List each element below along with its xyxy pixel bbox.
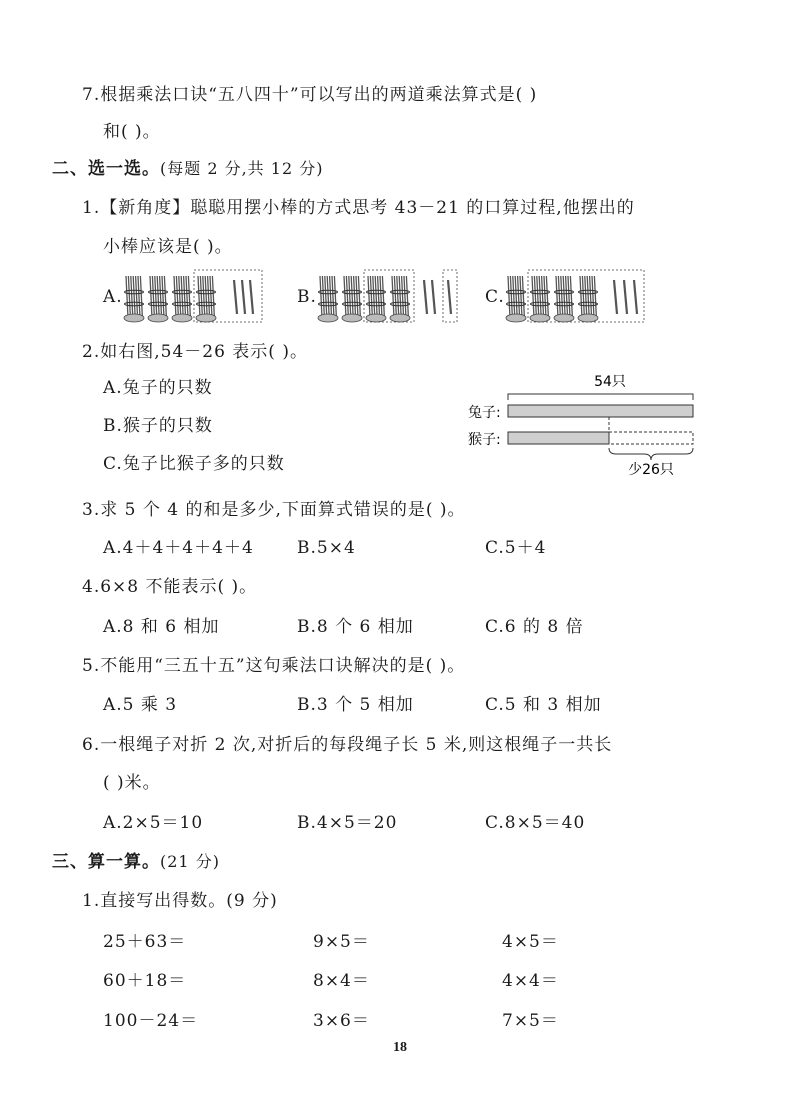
section2-heading — [52, 158, 323, 180]
q2-bar-diagram — [460, 368, 710, 480]
q2-stem: 2.如右图,54－26 表示( )。 — [82, 342, 308, 362]
section3-heading — [52, 851, 220, 873]
q4-option-a: A.8 和 6 相加 — [103, 617, 220, 637]
single-stick — [634, 280, 637, 314]
q4-stem: 4.6×8 不能表示( )。 — [82, 577, 258, 597]
q7-line2: 和( )。 — [103, 122, 161, 142]
stick-bundle — [366, 276, 386, 322]
q6-option-b: B.4×5＝20 — [297, 813, 398, 833]
calc-item: 4×4＝ — [502, 971, 559, 991]
q2-option-b: B.猴子的只数 — [103, 416, 213, 436]
q5-option-c: C.5 和 3 相加 — [485, 695, 602, 715]
q7-line1: 7.根据乘法口诀“五八四十”可以写出的两道乘法算式是( ) — [82, 85, 538, 105]
q1-option-b-sticks-illustration — [318, 270, 468, 326]
calc-item: 4×5＝ — [502, 932, 559, 952]
q1-option-c-sticks-illustration — [506, 270, 656, 326]
single-stick — [624, 280, 627, 314]
section2-title: 二、选一选。 — [52, 159, 160, 179]
q6-option-c: C.8×5＝40 — [485, 813, 586, 833]
single-stick — [242, 280, 245, 314]
stick-bundle — [578, 276, 598, 322]
q3-option-a: A.4＋4＋4＋4＋4 — [103, 538, 254, 558]
q4-option-b: B.8 个 6 相加 — [297, 617, 414, 637]
q3-option-b: B.5×4 — [297, 538, 356, 558]
stick-bundle — [148, 276, 168, 322]
calc-item: 100－24＝ — [103, 1011, 199, 1031]
single-stick — [432, 280, 435, 314]
q6-line2: ( )米。 — [103, 773, 161, 793]
q1-line1: 1.【新角度】聪聪用摆小棒的方式思考 43－21 的口算过程,他摆出的 — [82, 198, 635, 218]
diagram-top-brace — [508, 394, 693, 400]
stick-bundle — [124, 276, 144, 322]
single-stick — [424, 280, 427, 314]
page-number: 18 — [393, 1040, 407, 1055]
q5-option-a: A.5 乘 3 — [103, 695, 178, 715]
stick-bundle — [530, 276, 550, 322]
q3-option-c: C.5＋4 — [485, 538, 547, 558]
stick-bundle — [506, 276, 526, 322]
section3-note: (21 分) — [160, 852, 220, 871]
q6-line1: 6.一根绳子对折 2 次,对折后的每段绳子长 5 米,则这根绳子一共长 — [82, 735, 613, 755]
q1-option-b-label: B. — [297, 287, 317, 307]
single-stick — [448, 280, 451, 314]
single-stick — [250, 280, 253, 314]
q1-option-a-label: A. — [103, 287, 123, 307]
q1-line2: 小棒应该是( )。 — [103, 237, 233, 257]
q6-option-a: A.2×5＝10 — [103, 813, 204, 833]
diagram-monkey-bar — [508, 432, 609, 444]
section3-title: 三、算一算。 — [52, 852, 160, 872]
diagram-monkey-label: 猴子: — [468, 432, 501, 448]
diagram-rabbit-label: 兔子: — [468, 405, 501, 421]
stick-bundle — [554, 276, 574, 322]
stick-bundle — [342, 276, 362, 322]
q4-option-c: C.6 的 8 倍 — [485, 617, 584, 637]
diagram-bottom-label: 少26只 — [628, 462, 674, 478]
q1-option-a-sticks-illustration — [124, 270, 274, 326]
section2-note: (每题 2 分,共 12 分) — [160, 159, 324, 178]
q1-option-c-label: C. — [485, 287, 505, 307]
diagram-rabbit-bar — [508, 405, 693, 417]
stick-bundle — [318, 276, 338, 322]
calc-item: 9×5＝ — [313, 932, 370, 952]
calc-item: 25＋63＝ — [103, 932, 187, 952]
diagram-top-label: 54只 — [594, 374, 626, 390]
stick-bundle — [390, 276, 410, 322]
q2-option-c: C.兔子比猴子多的只数 — [103, 454, 285, 474]
calc-item: 8×4＝ — [313, 971, 370, 991]
single-stick — [614, 280, 617, 314]
calc-item: 7×5＝ — [502, 1011, 559, 1031]
calc-item: 60＋18＝ — [103, 971, 187, 991]
stick-bundle — [196, 276, 216, 322]
diagram-bottom-brace — [609, 448, 693, 460]
q5-option-b: B.3 个 5 相加 — [297, 695, 414, 715]
q3-stem: 3.求 5 个 4 的和是多少,下面算式错误的是( )。 — [82, 500, 466, 520]
q5-stem: 5.不能用“三五十五”这句乘法口诀解决的是( )。 — [82, 656, 466, 676]
calc-stem: 1.直接写出得数。(9 分) — [82, 891, 278, 911]
diagram-monkey-missing-part — [609, 432, 693, 444]
q2-option-a: A.兔子的只数 — [103, 378, 213, 398]
calc-item: 3×6＝ — [313, 1011, 370, 1031]
single-stick — [234, 280, 237, 314]
stick-bundle — [172, 276, 192, 322]
